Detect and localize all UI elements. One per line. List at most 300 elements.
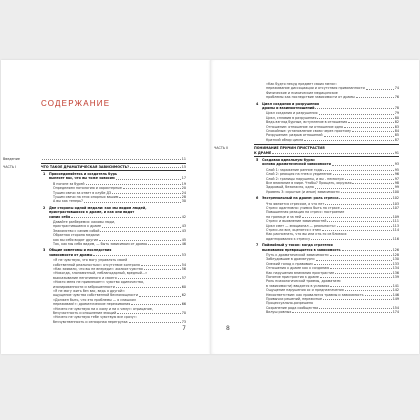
dot-leader [330, 268, 392, 269]
chapter-title [49, 253, 186, 257]
toc-item [266, 181, 399, 185]
toc-page-number: 45 [181, 237, 186, 242]
toc-entry-text: Цикл смет — эмоционал — реальность» [266, 223, 336, 228]
toc-page-number: 116 [392, 236, 399, 241]
dot-leader [93, 255, 180, 256]
chapter-title [262, 248, 399, 252]
toc-item [266, 224, 399, 228]
toc-item [266, 297, 399, 301]
dot-leader [319, 308, 392, 309]
toc-entry-text: «Никто меня не привлекает»: чувство одиночества, [53, 280, 145, 285]
toc-item [266, 306, 399, 310]
toc-page-number: 133 [392, 261, 399, 266]
dot-leader [322, 230, 392, 231]
toc-item [53, 242, 186, 246]
dot-leader [100, 231, 180, 232]
toc-entry-text: Уровень 3: скрытые (и иные) зависимости [266, 189, 340, 194]
toc-item [266, 262, 399, 266]
toc-item [266, 91, 399, 95]
toc-item [53, 224, 186, 228]
dot-leader [141, 265, 181, 266]
toc-page-number: 142 [392, 288, 399, 293]
toc-page-number: 149 [392, 297, 399, 301]
toc-entry-text: А вы как теперь? [53, 199, 83, 204]
toc-entry-text: «Ничего не чувствую ни к кому и ни к чему»: отрицание, [53, 306, 153, 311]
toc-page-number: 57 [181, 275, 186, 280]
toc-item [53, 199, 186, 203]
toc-page-number: 103 [392, 201, 399, 206]
toc-entry-text: вынесет вас, что вы тоже зависим [49, 176, 115, 181]
toc-entry-text: Физические и психические медицинские [266, 90, 338, 95]
dot-leader [315, 188, 394, 189]
chapter-number: 6 [256, 196, 259, 201]
toc-page-number: 136 [392, 270, 399, 275]
toc-entry-text: «Я не чувствую, что могу управлять своей [53, 258, 128, 263]
dot-leader [352, 131, 394, 132]
toc-item [53, 195, 186, 199]
toc-entry-text: Спокойные: установление связи через простому [266, 129, 351, 133]
dot-leader [304, 140, 394, 141]
toc-entry-text: Привычки решений, пережитые [266, 297, 323, 301]
toc-item [266, 257, 399, 261]
toc-entry-text: Присоединяйтесь и создатель бурь [49, 172, 118, 176]
toc-item [53, 307, 186, 311]
toc-entry-text: Понятие пристрастия к драме [266, 275, 319, 279]
toc-page-number: 130 [392, 257, 399, 262]
toc-item [53, 238, 186, 242]
toc-entry-text: основа драматической зависимости [262, 162, 331, 167]
dot-leader [345, 290, 392, 291]
toc-entry-text: Так, как мы себя видим, — быть зависимым от драмы [53, 242, 148, 246]
section-rule [254, 156, 399, 157]
toc-item [266, 266, 399, 270]
toc-page-number: 91 [394, 150, 399, 155]
toc-entry-text: Краткий обзор цикла [266, 137, 304, 142]
toc-entry-text: Поймайный у тисок: когда стратегия [262, 243, 333, 248]
toc-page-number: 102 [392, 196, 399, 201]
toc-entry-text: Отношение: отношение ли отношение одно [266, 124, 344, 129]
toc-entry-text: на границе и за ней [266, 214, 302, 219]
chapter-number: 7 [256, 243, 259, 248]
toc-item [266, 293, 399, 297]
toc-entry-text: «Ничего не чувствую тебе чувствую все сразу»: [53, 315, 137, 320]
dot-leader [139, 296, 181, 297]
toc-page-number: 80 [394, 115, 399, 120]
intro-entry [41, 157, 186, 161]
toc-item [53, 289, 186, 293]
toc-entry-text: проблемы как последствие зависимости от драмы [266, 95, 355, 100]
toc-item [53, 186, 186, 190]
toc-item [266, 133, 399, 137]
toc-item [53, 271, 186, 275]
chapter-number: 3 [43, 248, 46, 253]
toc-entry-text: Цикл создания и разрушения [266, 111, 318, 116]
toc-entry-text: пристрастившихся к драме, и как они видят [49, 210, 135, 215]
toc-entry-text: в зависимости) вводятся в условиях [266, 283, 330, 288]
dot-leader [129, 322, 181, 323]
section-rule [254, 144, 399, 145]
toc-entry-text: собственной реальностью»: отсутствие контроля [53, 262, 140, 267]
toc-page-number: 84 [394, 129, 399, 133]
toc-item [266, 116, 399, 120]
toc-item [53, 320, 186, 324]
toc-page-number: 15 [181, 164, 186, 169]
toc-page-number: 100 [392, 189, 399, 194]
toc-page-number: 134 [392, 266, 399, 271]
toc-entry-text: Сохранение рода сообщества [266, 305, 319, 310]
toc-page-number: 66 [181, 302, 186, 307]
toc-page-number: 109 [392, 214, 399, 219]
toc-item [53, 293, 186, 297]
toc-item [53, 182, 186, 186]
toc-page-number: 93 [394, 162, 399, 167]
chapter-title [262, 158, 399, 162]
toc-item [266, 284, 399, 288]
part-title [254, 151, 399, 155]
toc-item [53, 315, 186, 319]
chapter-title [49, 215, 186, 219]
toc-entry-text: Общие симптомы и последствия [49, 248, 112, 253]
toc-page-number: 43 [181, 224, 186, 229]
toc-page-number: 53 [181, 252, 186, 257]
toc-heading: СОДЕРЖАНИЕ [41, 99, 111, 108]
dot-leader [130, 167, 181, 168]
dot-leader [339, 198, 391, 199]
toc-page-number: 79 [394, 111, 399, 116]
toc-page-number: 174 [392, 310, 399, 315]
page-number: 7 [182, 325, 186, 332]
toc-entry-text: переживаю!»: драматические переживания [53, 302, 131, 307]
dot-leader [342, 250, 392, 251]
toc-entry-text: Разрушение: разрыв отношений [266, 133, 323, 138]
toc-page-number: 74 [394, 86, 399, 91]
dot-leader [71, 217, 181, 218]
toc-item [266, 219, 399, 223]
dot-leader [320, 277, 392, 278]
toc-item [53, 220, 186, 224]
toc-entry-text: Как нарушения внимания пристрастие [266, 270, 335, 275]
toc-entry-text: К ДРАМЕ [254, 150, 272, 155]
toc-page-number: 128 [392, 253, 399, 257]
toc-page-number: 154 [392, 305, 399, 310]
dot-leader [315, 108, 393, 109]
toc-item [266, 190, 399, 194]
toc-page-number: 126 [392, 247, 399, 252]
toc-page-number: 76 [394, 95, 399, 100]
toc-entry-text: Знакомство с самим собой [53, 228, 100, 233]
toc-page-number: 60 [181, 284, 186, 289]
dot-leader [327, 221, 391, 222]
chapter-title [262, 196, 399, 200]
chapter-number: 5 [256, 158, 259, 162]
toc-item [266, 253, 399, 257]
toc-entry-text: Экстремальный на драме: роль стресса [262, 196, 339, 201]
toc-page-number: 111 [392, 219, 399, 224]
dot-leader [330, 255, 392, 256]
dot-leader [302, 217, 392, 218]
toc-entry-text: адаптировался к стрессу [266, 236, 311, 241]
toc-entry-text: пристрастившиеся к драме [53, 224, 102, 229]
toc-item [266, 185, 399, 189]
toc-entry-text: высказывание негативного и своего [53, 275, 117, 280]
chapter-number: 2 [43, 205, 46, 210]
toc-page-number: 11 [181, 156, 186, 161]
toc-item [266, 301, 399, 305]
toc-entry-text: зависимости от драмы [49, 252, 93, 257]
toc-entry-text: Давайте разберемся: каковы люди, [53, 220, 116, 224]
part-label: ЧАСТЬ II [214, 146, 229, 151]
dot-leader [325, 204, 391, 205]
chapter-title [262, 102, 399, 106]
toc-entry-text: ощущение чувства собственной беспомощности [53, 293, 138, 298]
dot-leader [341, 192, 392, 193]
toc-item [53, 267, 186, 271]
toc-item [266, 95, 399, 99]
toc-item [266, 172, 399, 176]
toc-page-number: 97 [394, 176, 399, 181]
toc-entry-text: Заблудившие в драматурги [266, 257, 315, 262]
toc-entry-text: Стресс адаптивно: учимся быть на страсе [266, 206, 340, 210]
toc-entry-text: Как распознать, что вы или кто-то из близких [266, 232, 347, 237]
chapter-title [262, 106, 399, 110]
toc-page-number: 96 [394, 172, 399, 177]
dot-leader [272, 153, 394, 154]
intro-label: Введение [3, 156, 20, 161]
toc-entry-text: Ощущение нарушения ос и предназначения [266, 288, 344, 293]
chapter-title [49, 172, 186, 176]
part-title [254, 146, 399, 150]
dot-leader [112, 193, 181, 194]
toc-entry-text: выживания превращается в зависимость [262, 247, 341, 252]
toc-page-number: 107 [392, 206, 399, 210]
dot-leader [348, 122, 394, 123]
toc-entry-text: Слой 2: реакция на гнев и уединение [266, 172, 332, 177]
toc-entry-text: Определяем патологию и характерные [53, 186, 122, 191]
toc-item [266, 168, 399, 172]
toc-page-number: 146 [392, 292, 399, 297]
toc-page-number: 114 [392, 228, 399, 232]
toc-page-number: 62 [181, 293, 186, 298]
chapter-title [262, 162, 399, 166]
dot-leader [148, 244, 181, 245]
dot-leader [292, 312, 391, 313]
dot-leader [366, 89, 394, 90]
toc-item [266, 215, 399, 219]
toc-item [53, 285, 186, 289]
toc-entry-text: Повышенная реакция на стресс: построение [266, 210, 345, 215]
dot-leader [323, 299, 392, 300]
toc-item [266, 129, 399, 133]
dot-leader [84, 202, 181, 203]
toc-entry-text: «Я не могу жить без вас, ведь я другой»: [53, 289, 126, 293]
toc-item [53, 229, 186, 233]
dot-leader [102, 227, 181, 228]
toc-entry-text: Стресс-ли все, оценятся с этим [266, 228, 321, 232]
toc-page-number: 99 [394, 185, 399, 190]
dot-leader [311, 239, 392, 240]
dot-leader [335, 273, 391, 274]
toc-entry-text: самих себя [49, 214, 71, 219]
toc-entry-text: безучастность и опошление эмоций [53, 311, 117, 315]
toc-item [266, 111, 399, 115]
toc-entry-text: Путь к драматической зависимости [266, 253, 329, 257]
dot-leader [365, 295, 392, 296]
toc-entry-text: В погоне за бурей [53, 181, 85, 186]
toc-entry-text: Отношения к драме как к созданию [266, 266, 330, 271]
toc-entry-text: Слой 1: заражение ранние годы [266, 167, 323, 172]
toc-item [266, 271, 399, 275]
dot-leader [345, 179, 394, 180]
toc-page-number: 78 [394, 106, 399, 110]
toc-item [266, 237, 399, 241]
dot-leader [86, 184, 181, 185]
toc-entry-text: «Должен быть, что это проблемы — я слишком [53, 297, 136, 302]
toc-page-number: 83 [394, 124, 399, 129]
toc-page-number: 141 [392, 283, 399, 288]
toc-entry-text: Роль психологической травмы, драматизм [266, 279, 341, 284]
toc-entry-text: Ведь взгляд бурные, вступление в отношения [266, 120, 348, 125]
dot-leader [341, 208, 392, 209]
toc-item [266, 82, 399, 86]
toc-item [266, 275, 399, 279]
part-title [41, 165, 186, 169]
dot-leader [332, 165, 394, 166]
toc-item [53, 258, 186, 262]
toc-item [266, 125, 399, 129]
toc-entry-text: Несоответствие: как провалятся травмы и зависимость [266, 292, 364, 297]
toc-item [266, 310, 399, 314]
dot-leader [356, 97, 394, 98]
toc-entry-text: ПОНИМАНИЕ ПРИЧИН ПРИСТРАСТИЯ [254, 146, 325, 151]
toc-page-number: 70 [181, 311, 186, 315]
toc-page-number: 113 [392, 223, 399, 228]
toc-entry-text: безчувственность и сенсорная перегрузка [53, 319, 128, 324]
toc-page-number: 20 [181, 186, 186, 191]
toc-entry-text: Все внимание в мире. Чтобы? Прощать, окружая [266, 181, 352, 185]
toc-entry-text: Цикл, сплавив в разрушения [266, 115, 317, 120]
toc-entry-text: Вилуш ровных [266, 310, 292, 315]
toc-item [53, 298, 186, 302]
toc-page-number: 85 [394, 133, 399, 138]
chapter-title [262, 243, 399, 247]
dot-leader [344, 127, 394, 128]
dot-leader [117, 313, 181, 314]
toc-entry-text: Две стороны одной медали: как мы видим людей, [49, 205, 147, 210]
toc-item [266, 279, 399, 283]
toc-item [53, 280, 186, 284]
toc-entry-text: Процессуально-разрешено [266, 301, 314, 306]
toc-page-number: 42 [181, 214, 186, 219]
section-rule [41, 163, 186, 164]
toc-entry-text: Обратная сторона медали: [53, 233, 101, 238]
dot-leader [333, 174, 394, 175]
toc-entry-text: Тушим свечи за ответ в клубе ДЗ [53, 190, 112, 195]
toc-item [53, 311, 186, 315]
dot-leader [319, 114, 394, 115]
dot-leader [99, 240, 181, 241]
section-rule [41, 170, 186, 171]
dot-leader [330, 286, 391, 287]
toc-item [53, 263, 186, 267]
dot-leader [42, 159, 181, 160]
toc-entry-text: «Никогда, злопамятный, неблагодарный, вредный...» [53, 271, 148, 276]
toc-entry-text: Тушим свечи на этих опорных вашим [53, 195, 119, 199]
dot-leader [314, 264, 392, 265]
toc-item [266, 202, 399, 206]
toc-item [53, 233, 186, 237]
toc-entry-text: Стресс и выявление зависимостей [266, 219, 327, 224]
toc-entry-text: Что является стрессом, а что нет [266, 201, 325, 206]
toc-item [266, 177, 399, 181]
toc-page-number: 139 [392, 275, 399, 279]
toc-item [53, 276, 186, 280]
toc-page-number: 43 [181, 228, 186, 233]
dot-leader [144, 269, 181, 270]
chapter-title [49, 176, 186, 180]
part-label: ЧАСТЬ I [3, 164, 17, 169]
toc-item [53, 302, 186, 306]
dot-leader [317, 118, 394, 119]
toc-page-number: 95 [394, 167, 399, 172]
chapter-title [49, 206, 186, 210]
toc-page-number: 54 [181, 262, 186, 267]
page-number: 8 [226, 325, 230, 332]
toc-page-number: 46 [181, 242, 186, 246]
toc-item [266, 206, 399, 210]
dot-leader [337, 226, 392, 227]
chapter-number: 1 [43, 172, 46, 176]
toc-page-number: 98 [394, 181, 399, 185]
toc-item [266, 210, 399, 214]
toc-item [266, 120, 399, 124]
dot-leader [116, 179, 181, 180]
toc-entry-text: переживание диссоциации и отсутствия привязанности [266, 86, 365, 91]
toc-entry-text: драмы и взаимоотношений [262, 106, 315, 110]
toc-entry-text: Цикл создания и разрушения [262, 101, 319, 106]
toc-item [266, 138, 399, 142]
toc-page-number: 73 [181, 319, 186, 324]
toc-entry-text: ЧТО ТАКОЕ ДРАМАТИЧЕСКАЯ ЗАВИСИМОСТЬ? [41, 164, 130, 169]
toc-entry-text: Создавая идеальную бурю: [262, 158, 316, 162]
dot-leader [324, 136, 394, 137]
toc-page-number: 87 [394, 137, 399, 142]
toc-entry-text: как вы себя видят другие [53, 237, 99, 242]
dot-leader [131, 304, 181, 305]
toc-entry-text: «Как будто некуд предмет своих меня»: [266, 82, 337, 86]
dot-leader [116, 287, 181, 288]
chapter-number: 4 [256, 101, 259, 106]
dot-leader [119, 197, 180, 198]
toc-item [266, 86, 399, 90]
toc-page-number: 56 [181, 267, 186, 271]
toc-entry-text: Здоровый, безопасно, одна [266, 185, 314, 190]
dot-leader [323, 170, 393, 171]
toc-page-number: 28 [181, 195, 186, 199]
toc-item [266, 228, 399, 232]
left-page [1, 60, 210, 354]
dot-leader [123, 188, 181, 189]
right-page [210, 60, 419, 354]
toc-item [266, 232, 399, 236]
chapter-title [49, 248, 186, 252]
dot-leader [316, 260, 392, 261]
toc-entry-text: «Как заявили, что вы не впереди»: жалкое чувство [53, 267, 143, 271]
toc-page-number: 19 [181, 181, 186, 186]
toc-item [53, 191, 186, 195]
toc-page-number: 82 [394, 120, 399, 125]
toc-item [266, 288, 399, 292]
toc-page-number: 30 [181, 199, 186, 204]
